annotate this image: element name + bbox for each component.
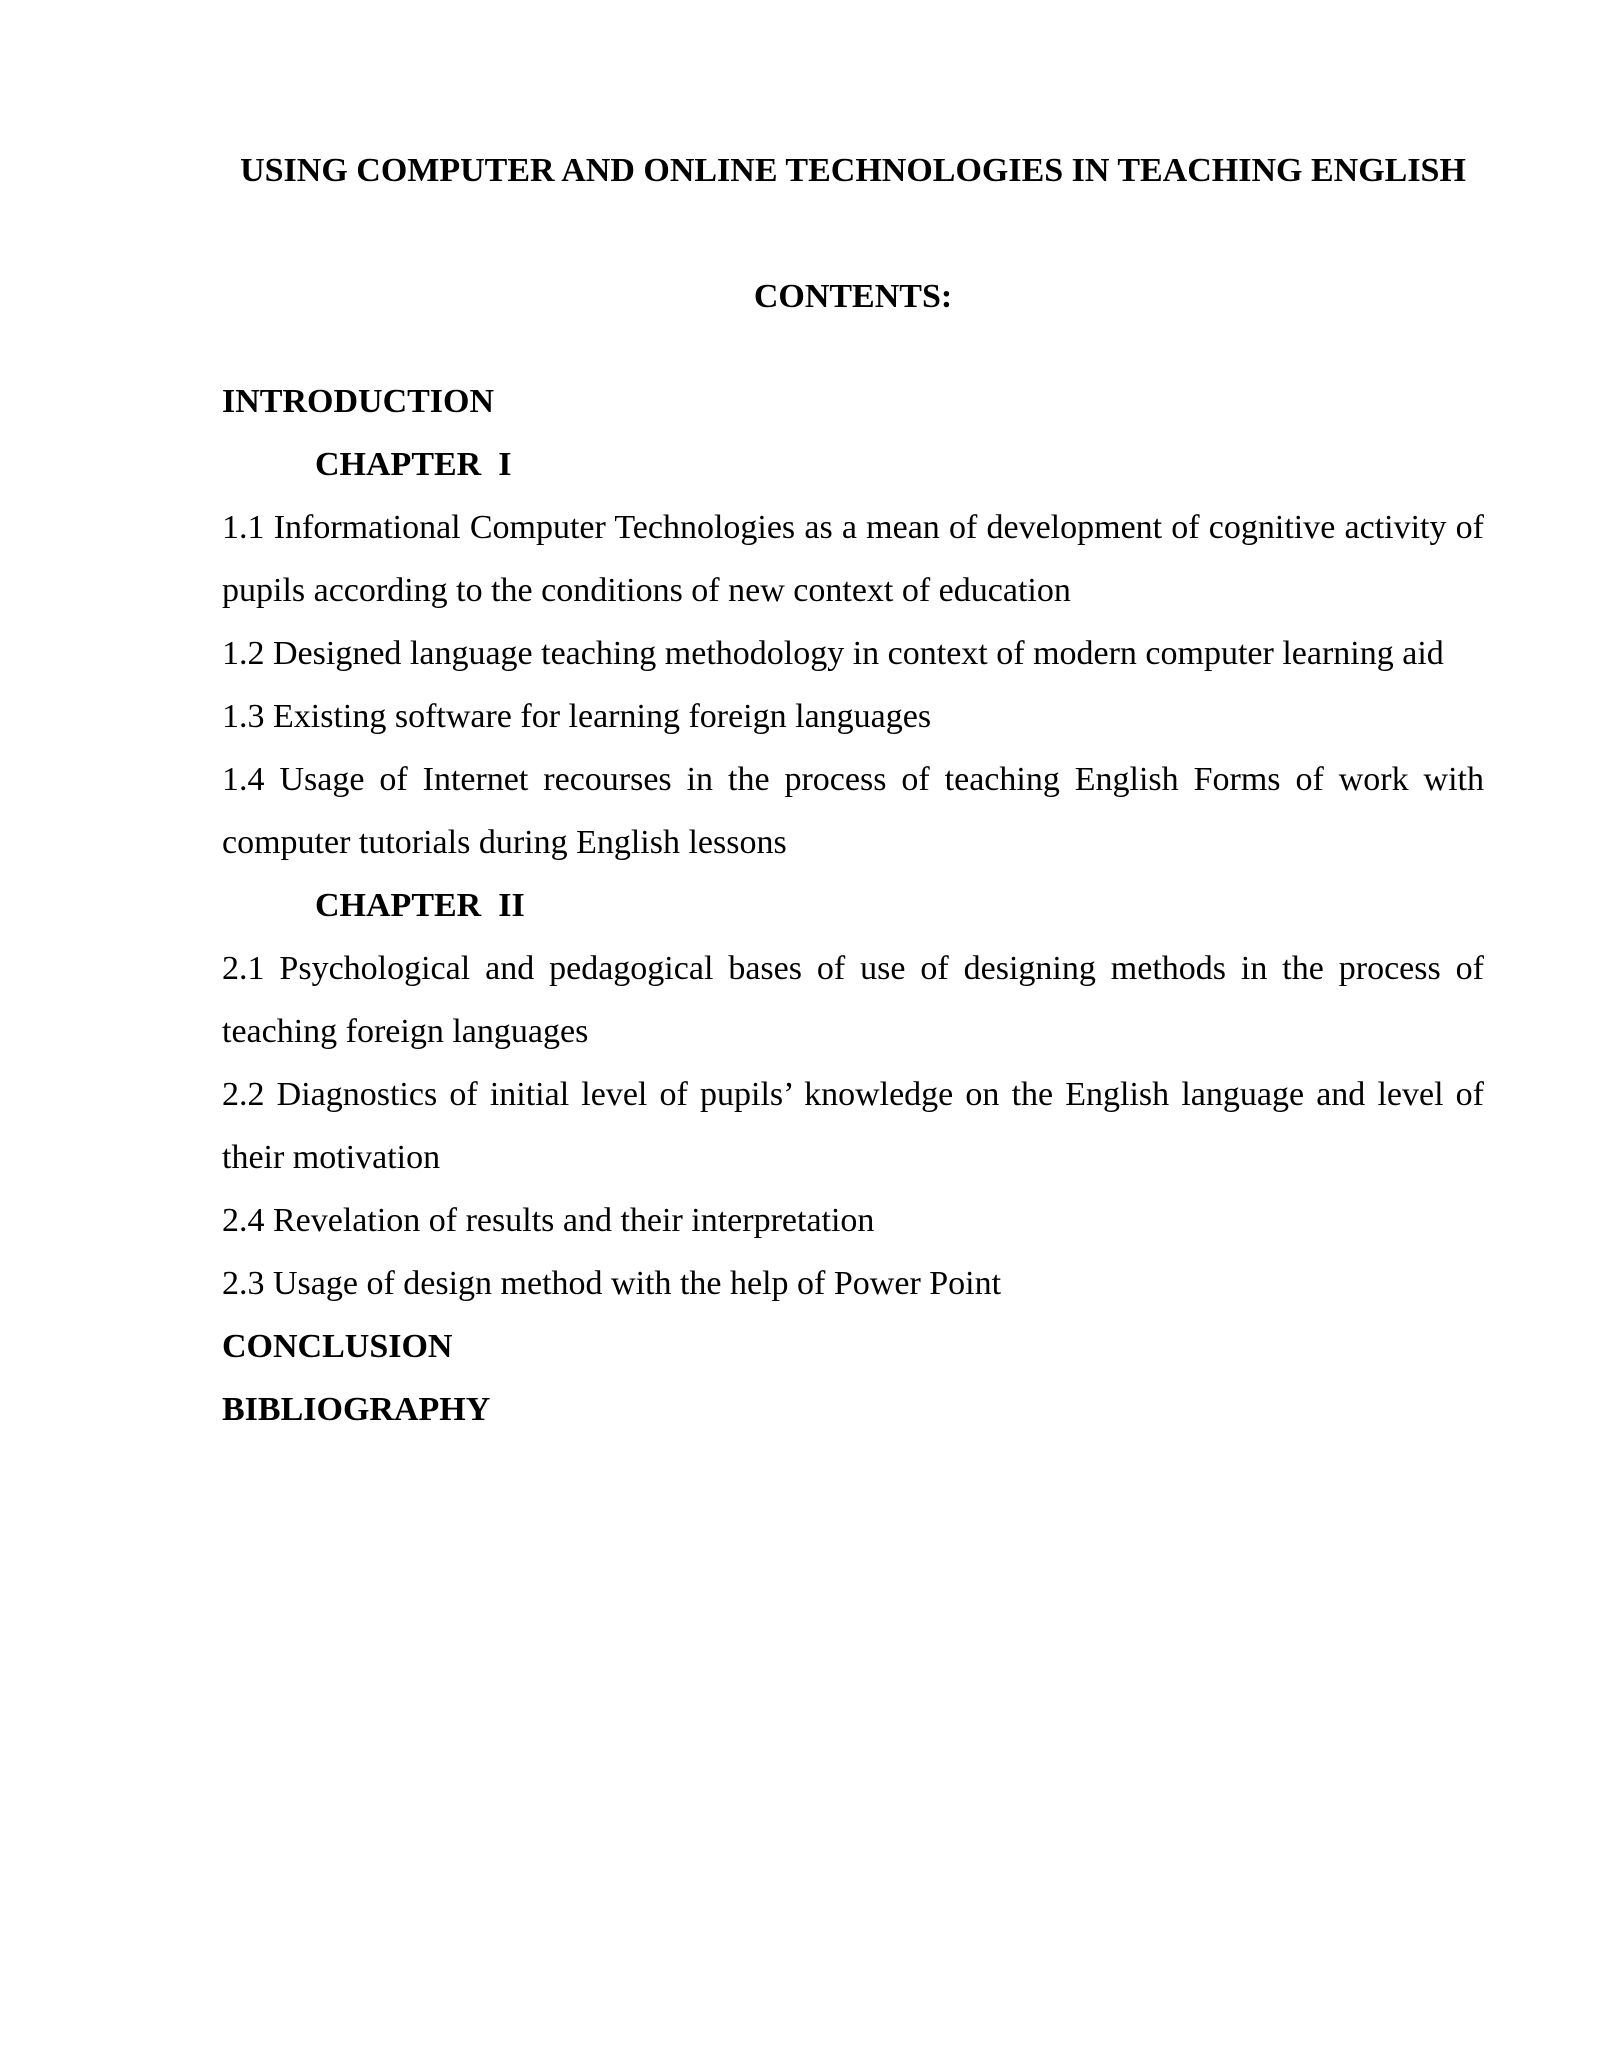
toc-entry-1-2: 1.2 Designed language teaching methodology in context of modern computer learning aid: [222, 635, 1444, 672]
toc-bibliography: BIBLIOGRAPHY: [222, 1391, 491, 1428]
toc-conclusion: CONCLUSION: [222, 1328, 453, 1365]
toc-entry-2-3: 2.3 Usage of design method with the help of Power Point: [222, 1265, 1002, 1302]
toc-entry-1-4: 1.4 Usage of Internet recourses in the process of teaching English Forms of work with computer tutorials during English lessons: [222, 761, 1484, 861]
toc-entry-2-2: 2.2 Diagnostics of initial level of pupils’ knowledge on the English language and level of their motivation: [222, 1076, 1484, 1176]
document-title: USING COMPUTER AND ONLINE TECHNOLOGIES IN TEACHING ENGLISH: [240, 152, 1466, 189]
toc-chapter-2-heading: CHAPTER II: [315, 887, 525, 924]
toc-introduction: INTRODUCTION: [222, 383, 495, 420]
toc-entry-2-1: 2.1 Psychological and pedagogical bases of use of designing methods in the process of teaching foreign languages: [222, 950, 1484, 1050]
toc-entry-1-3: 1.3 Existing software for learning foreign languages: [222, 698, 932, 735]
table-of-contents: [222, 370, 1484, 1441]
toc-chapter-1-heading: CHAPTER I: [315, 446, 512, 483]
contents-heading: CONTENTS:: [753, 278, 953, 315]
toc-entry-1-1: 1.1 Informational Computer Technologies as a mean of development of cognitive activity of pupils according to the conditions of new context of education: [222, 509, 1484, 609]
toc-entry-2-4: 2.4 Revelation of results and their interpretation: [222, 1202, 875, 1239]
